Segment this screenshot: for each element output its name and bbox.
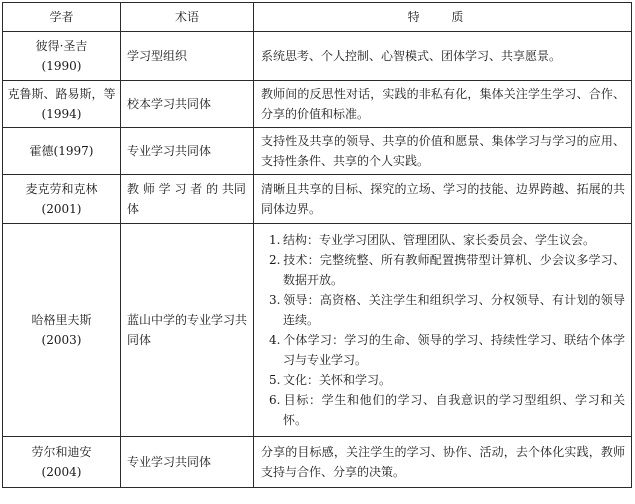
term-cell: 蓝山中学的专业学习共同体 <box>121 224 254 437</box>
list-item-number: 3. <box>269 293 281 307</box>
term-cell: 教 师 学 习 者 的 共同体 <box>121 175 254 224</box>
characteristics-cell: 分享的目标感，关注学生的学习、协作、活动，去个体化实践，教师支持与合作、分享的决策。 <box>254 437 632 488</box>
scholar-cell <box>3 175 121 224</box>
list-item <box>261 330 625 370</box>
scholar-name: 霍德 <box>29 144 54 158</box>
table-row <box>3 128 632 175</box>
header-scholar: 学者 <box>3 3 121 32</box>
list-item <box>261 290 625 330</box>
list-item-text: 个体学习：学习的生命、领导的学习、持续性学习、联结个体学习与专业学习。 <box>283 333 625 367</box>
characteristics-cell: 教师间的反思性对话，实践的非私有化，集体关注学生学习、合作、分享的价值和标准。 <box>254 81 632 128</box>
header-row <box>3 3 632 32</box>
scholar-cell <box>3 81 121 128</box>
scholar-name: 麦克劳和克林 <box>25 182 98 196</box>
scholar-name: 劳尔和迪安 <box>31 445 92 459</box>
scholar-year: (2004) <box>41 465 82 479</box>
scholar-cell <box>3 128 121 175</box>
term-cell: 专业学习共同体 <box>121 128 254 175</box>
characteristics-cell <box>254 224 632 437</box>
table-row <box>3 224 632 437</box>
list-item-number: 5. <box>269 373 281 387</box>
list-item-number: 4. <box>269 333 281 347</box>
scholar-year: (1994) <box>41 107 82 121</box>
list-item-text: 目标：学生和他们的学习、自我意识的学习型组织、学习和关怀。 <box>283 393 625 427</box>
table-container <box>2 2 631 488</box>
table-row <box>3 437 632 488</box>
table-row <box>3 81 632 128</box>
list-item-text: 领导：高资格、关注学生和组织学习、分权领导、有计划的领导连续。 <box>283 293 625 327</box>
list-item <box>261 250 625 290</box>
list-item-text: 技术：完整统整、所有教师配置携带型计算机、少会议多学习、数据开放。 <box>283 253 625 287</box>
characteristics-cell: 支持性及共享的领导、共享的价值和愿景、集体学习与学习的应用、支持性条件、共享的个人实践。 <box>254 128 632 175</box>
characteristics-cell: 清晰且共享的目标、探究的立场、学习的技能、边界跨越、拓展的共同体边界。 <box>254 175 632 224</box>
table-row <box>3 32 632 81</box>
scholar-name: 克鲁斯、路易斯，等 <box>7 87 116 101</box>
characteristics-cell: 系统思考、个人控制、心智模式、团体学习、共享愿景。 <box>254 32 632 81</box>
term-cell: 校本学习共同体 <box>121 81 254 128</box>
list-item-number: 1. <box>269 233 281 247</box>
list-item-number: 2. <box>269 253 281 267</box>
list-item-text: 结构：专业学习团队、管理团队、家长委员会、学生议会。 <box>283 233 596 247</box>
scholar-year: (1990) <box>41 59 82 73</box>
scholars-table <box>2 2 632 488</box>
scholar-year: (2003) <box>41 333 82 347</box>
list-item-text: 文化：关怀和学习。 <box>283 373 392 387</box>
list-item <box>261 370 625 390</box>
scholar-cell <box>3 32 121 81</box>
scholar-cell <box>3 224 121 437</box>
table-row <box>3 175 632 224</box>
scholar-cell <box>3 437 121 488</box>
scholar-name: 彼得·圣吉 <box>35 39 88 53</box>
characteristics-list <box>261 230 625 430</box>
list-item-number: 6. <box>269 393 281 407</box>
list-item <box>261 390 625 430</box>
header-characteristics: 特 质 <box>254 3 632 32</box>
scholar-year: (1997) <box>53 144 94 158</box>
scholar-name: 哈格里夫斯 <box>31 313 92 327</box>
scholar-year: (2001) <box>41 202 82 216</box>
header-term: 术语 <box>121 3 254 32</box>
list-item <box>261 230 625 250</box>
term-cell: 专业学习共同体 <box>121 437 254 488</box>
term-cell: 学习型组织 <box>121 32 254 81</box>
